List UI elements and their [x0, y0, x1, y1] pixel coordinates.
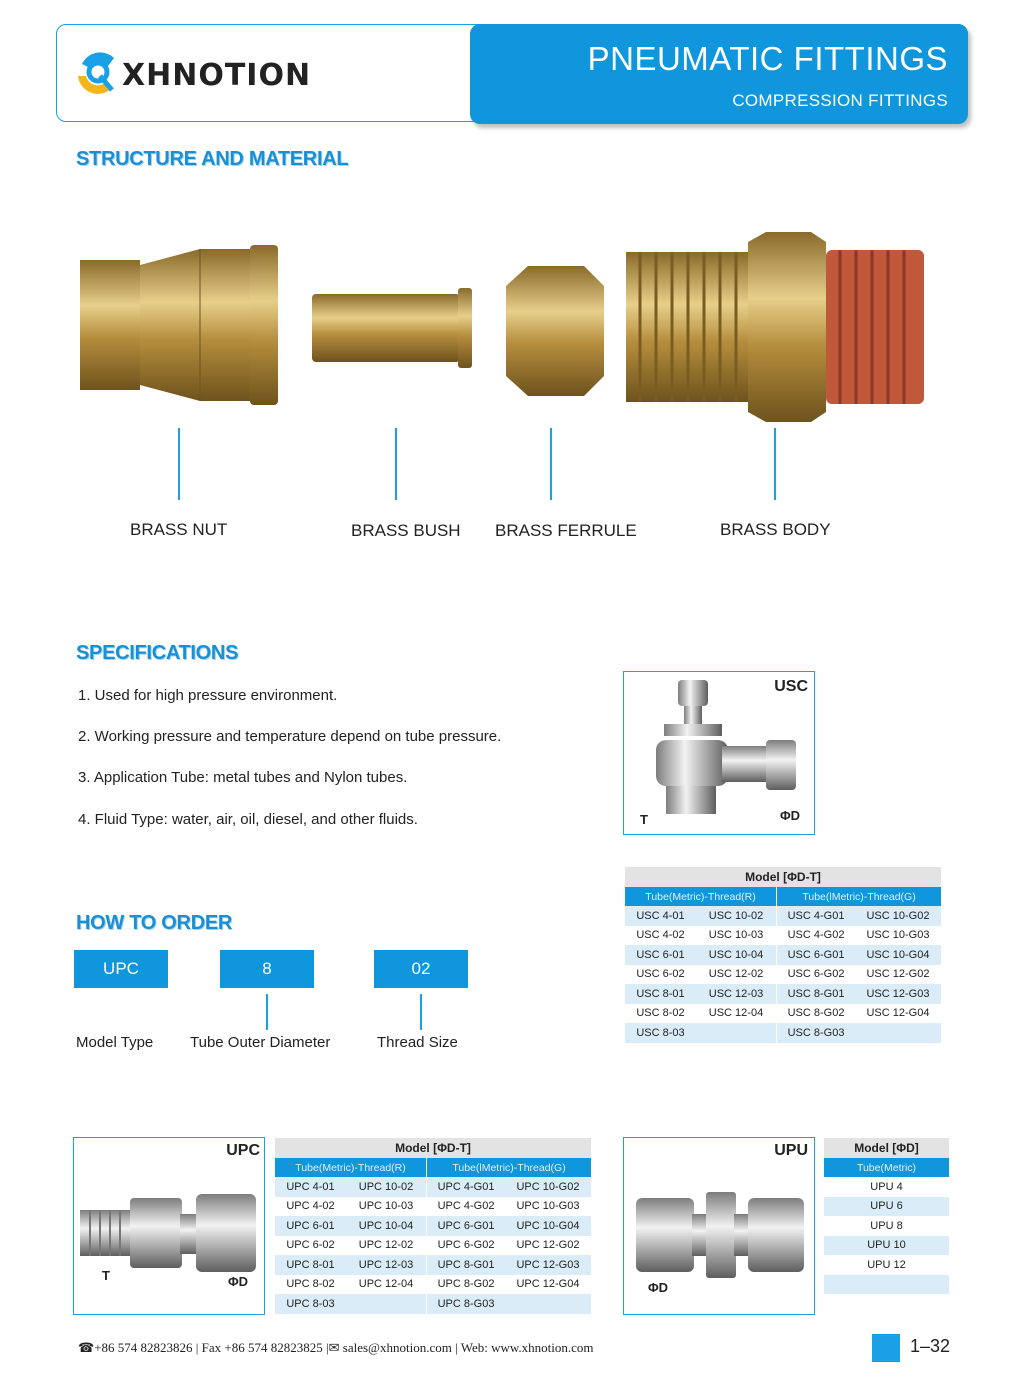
nut-pointer-line — [178, 428, 180, 500]
table-cell: USC 10-04 — [696, 945, 777, 965]
table-row — [275, 1216, 591, 1236]
table-cell: UPC 8-G02 — [427, 1275, 505, 1295]
table-cell: USC 12-02 — [696, 965, 777, 985]
spec-item: 2. Working pressure and temperature depend on tube pressure. — [78, 728, 502, 745]
table-row — [824, 1255, 949, 1275]
table-cell: USC 8-03 — [625, 1023, 696, 1043]
usc-model-table — [625, 867, 941, 1043]
ferrule-pointer-line — [550, 428, 552, 500]
table-cell: USC 8-01 — [625, 984, 696, 1004]
part-label-body: BRASS BODY — [720, 520, 831, 539]
table-row — [824, 1216, 949, 1236]
table-cell: UPC 12-03 — [346, 1255, 427, 1275]
brass-body-image — [626, 232, 926, 427]
brass-nut-image — [80, 245, 280, 410]
table-cell: USC 12-G02 — [855, 965, 941, 985]
order-label-diameter: Tube Outer Diameter — [190, 1034, 331, 1051]
table-cell: UPC 10-03 — [346, 1197, 427, 1217]
table-cell: UPC 8-G03 — [427, 1294, 505, 1314]
table-cell: UPU 8 — [824, 1216, 949, 1236]
table-cell: USC 4-01 — [625, 906, 696, 926]
table-cell: USC 8-02 — [625, 1004, 696, 1024]
footer-phone: +86 574 82823826 — [94, 1340, 193, 1355]
footer-web[interactable]: Web: www.xhnotion.com — [460, 1340, 594, 1355]
phone-icon: ☎ — [78, 1340, 95, 1355]
table-cell: UPC 6-G01 — [427, 1216, 505, 1236]
table-cell — [824, 1275, 949, 1295]
structure-heading: STRUCTURE AND MATERIAL — [76, 148, 349, 170]
table-cell: UPU 10 — [824, 1236, 949, 1256]
upu-col-header: Tube(Metric) — [824, 1158, 949, 1177]
upc-d-label: ΦD — [228, 1274, 249, 1289]
upc-col-header: Tube(Metric)-Thread(R) — [275, 1158, 427, 1177]
usc-t-label: T — [640, 812, 648, 827]
table-cell: UPC 4-01 — [275, 1177, 346, 1197]
table-cell: UPC 12-G02 — [505, 1236, 591, 1256]
order-box-model: UPC — [74, 950, 168, 988]
diameter-pointer-line — [266, 994, 268, 1030]
table-row — [625, 926, 941, 946]
table-row — [275, 1197, 591, 1217]
table-cell: UPU 4 — [824, 1177, 949, 1197]
bush-pointer-line — [395, 428, 397, 500]
footer-contact — [78, 1340, 594, 1356]
upc-col-header: Tube(lMetric)-Thread(G) — [427, 1158, 591, 1177]
table-cell: USC 6-01 — [625, 945, 696, 965]
table-row — [625, 965, 941, 985]
footer-separator: | — [195, 1340, 202, 1355]
table-cell: UPC 6-01 — [275, 1216, 346, 1236]
table-cell: UPC 8-01 — [275, 1255, 346, 1275]
table-cell: USC 10-03 — [696, 926, 777, 946]
table-row — [824, 1177, 949, 1197]
page-number: 1–32 — [910, 1336, 951, 1356]
order-label-model: Model Type — [76, 1034, 154, 1051]
thread-pointer-line — [420, 994, 422, 1030]
usc-d-label: ΦD — [780, 808, 801, 823]
footer-separator: | — [326, 1340, 329, 1355]
spec-item: 4. Fluid Type: water, air, oil, diesel, and other fluids. — [78, 811, 418, 828]
table-row — [275, 1236, 591, 1256]
table-cell: UPC 4-02 — [275, 1197, 346, 1217]
order-box-thread: 02 — [374, 950, 468, 988]
table-cell — [855, 1023, 941, 1043]
spec-item: 1. Used for high pressure environment. — [78, 687, 338, 704]
table-cell: UPC 12-G04 — [505, 1275, 591, 1295]
upc-image-box — [73, 1137, 265, 1315]
usc-col-header: Tube(lMetric)-Thread(G) — [777, 887, 941, 906]
page-title: PNEUMATIC FITTINGS — [587, 40, 948, 77]
table-cell: USC 6-G01 — [777, 945, 855, 965]
brass-ferrule-image — [498, 266, 608, 401]
usc-fitting-image — [638, 680, 808, 820]
table-cell: UPC 10-04 — [346, 1216, 427, 1236]
upu-fitting-image — [636, 1190, 806, 1280]
upc-t-label: T — [102, 1268, 110, 1283]
table-cell: USC 8-G01 — [777, 984, 855, 1004]
table-cell: UPC 8-02 — [275, 1275, 346, 1295]
table-row — [625, 984, 941, 1004]
table-cell: UPC 6-02 — [275, 1236, 346, 1256]
part-label-bush: BRASS BUSH — [351, 521, 461, 540]
table-cell: USC 6-02 — [625, 965, 696, 985]
table-cell: USC 4-02 — [625, 926, 696, 946]
table-cell: UPC 10-02 — [346, 1177, 427, 1197]
spec-item: 3. Application Tube: metal tubes and Nylon tubes. — [78, 769, 408, 786]
table-cell: UPU 12 — [824, 1255, 949, 1275]
table-cell: UPC 12-G03 — [505, 1255, 591, 1275]
table-cell: UPC 12-04 — [346, 1275, 427, 1295]
table-row — [275, 1177, 591, 1197]
table-cell: USC 8-G03 — [777, 1023, 855, 1043]
table-row — [625, 906, 941, 926]
usc-col-header: Tube(Metric)-Thread(R) — [625, 887, 777, 906]
table-cell: USC 10-G02 — [855, 906, 941, 926]
table-cell: USC 12-G03 — [855, 984, 941, 1004]
table-cell: USC 6-G02 — [777, 965, 855, 985]
part-label-nut: BRASS NUT — [130, 520, 228, 539]
brass-bush-image — [312, 288, 472, 373]
upu-table-title: Model [ΦD] — [824, 1138, 949, 1158]
table-row — [275, 1275, 591, 1295]
upu-tag: UPU — [774, 1142, 808, 1159]
table-cell: UPC 8-03 — [275, 1294, 346, 1314]
mail-icon: ✉ — [328, 1340, 343, 1355]
table-cell: UPC 4-G02 — [427, 1197, 505, 1217]
footer-email[interactable]: sales@xhnotion.com — [342, 1340, 452, 1355]
table-cell: USC 10-G03 — [855, 926, 941, 946]
page-marker — [872, 1334, 900, 1362]
body-pointer-line — [774, 428, 776, 500]
table-cell: UPC 10-G04 — [505, 1216, 591, 1236]
table-row — [625, 1004, 941, 1024]
table-cell: UPC 8-G01 — [427, 1255, 505, 1275]
specifications-heading: SPECIFICATIONS — [76, 642, 239, 664]
table-cell: USC 12-03 — [696, 984, 777, 1004]
part-label-ferrule: BRASS FERRULE — [495, 521, 637, 540]
upu-image-box — [623, 1137, 815, 1315]
table-cell: USC 4-G01 — [777, 906, 855, 926]
table-cell: UPC 4-G01 — [427, 1177, 505, 1197]
table-cell: UPC 10-G03 — [505, 1197, 591, 1217]
table-row — [625, 945, 941, 965]
table-cell: UPC 6-G02 — [427, 1236, 505, 1256]
table-cell: USC 10-02 — [696, 906, 777, 926]
usc-table-title: Model [ΦD-T] — [625, 867, 941, 887]
upu-model-table — [824, 1138, 949, 1294]
table-cell: USC 12-04 — [696, 1004, 777, 1024]
table-cell: USC 10-G04 — [855, 945, 941, 965]
logo-mark — [72, 46, 120, 98]
upc-tag: UPC — [226, 1142, 260, 1159]
page-subtitle: COMPRESSION FITTINGS — [732, 91, 948, 110]
table-cell: USC 8-G02 — [777, 1004, 855, 1024]
table-cell: USC 12-G04 — [855, 1004, 941, 1024]
upu-d-label: ΦD — [648, 1280, 669, 1295]
table-row — [824, 1275, 949, 1295]
table-cell — [696, 1023, 777, 1043]
table-row — [625, 1023, 941, 1043]
order-label-thread: Thread Size — [377, 1034, 458, 1051]
upc-table-title: Model [ΦD-T] — [275, 1138, 591, 1158]
how-to-order-heading: HOW TO ORDER — [76, 912, 233, 934]
table-cell — [346, 1294, 427, 1314]
table-cell: USC 4-G02 — [777, 926, 855, 946]
table-row — [275, 1255, 591, 1275]
footer-fax: Fax +86 574 82823825 — [201, 1340, 323, 1355]
usc-image-box — [623, 671, 815, 835]
table-row — [275, 1294, 591, 1314]
table-cell: UPC 10-G02 — [505, 1177, 591, 1197]
table-cell: UPU 6 — [824, 1197, 949, 1217]
upc-fitting-image — [80, 1188, 260, 1278]
order-box-diameter: 8 — [220, 950, 314, 988]
table-cell — [505, 1294, 591, 1314]
usc-tag: USC — [774, 678, 808, 695]
brand-name: XHNOTION — [122, 58, 312, 93]
footer-separator: | — [455, 1340, 461, 1355]
table-row — [824, 1197, 949, 1217]
upc-model-table — [275, 1138, 591, 1314]
table-cell: UPC 12-02 — [346, 1236, 427, 1256]
table-row — [824, 1236, 949, 1256]
